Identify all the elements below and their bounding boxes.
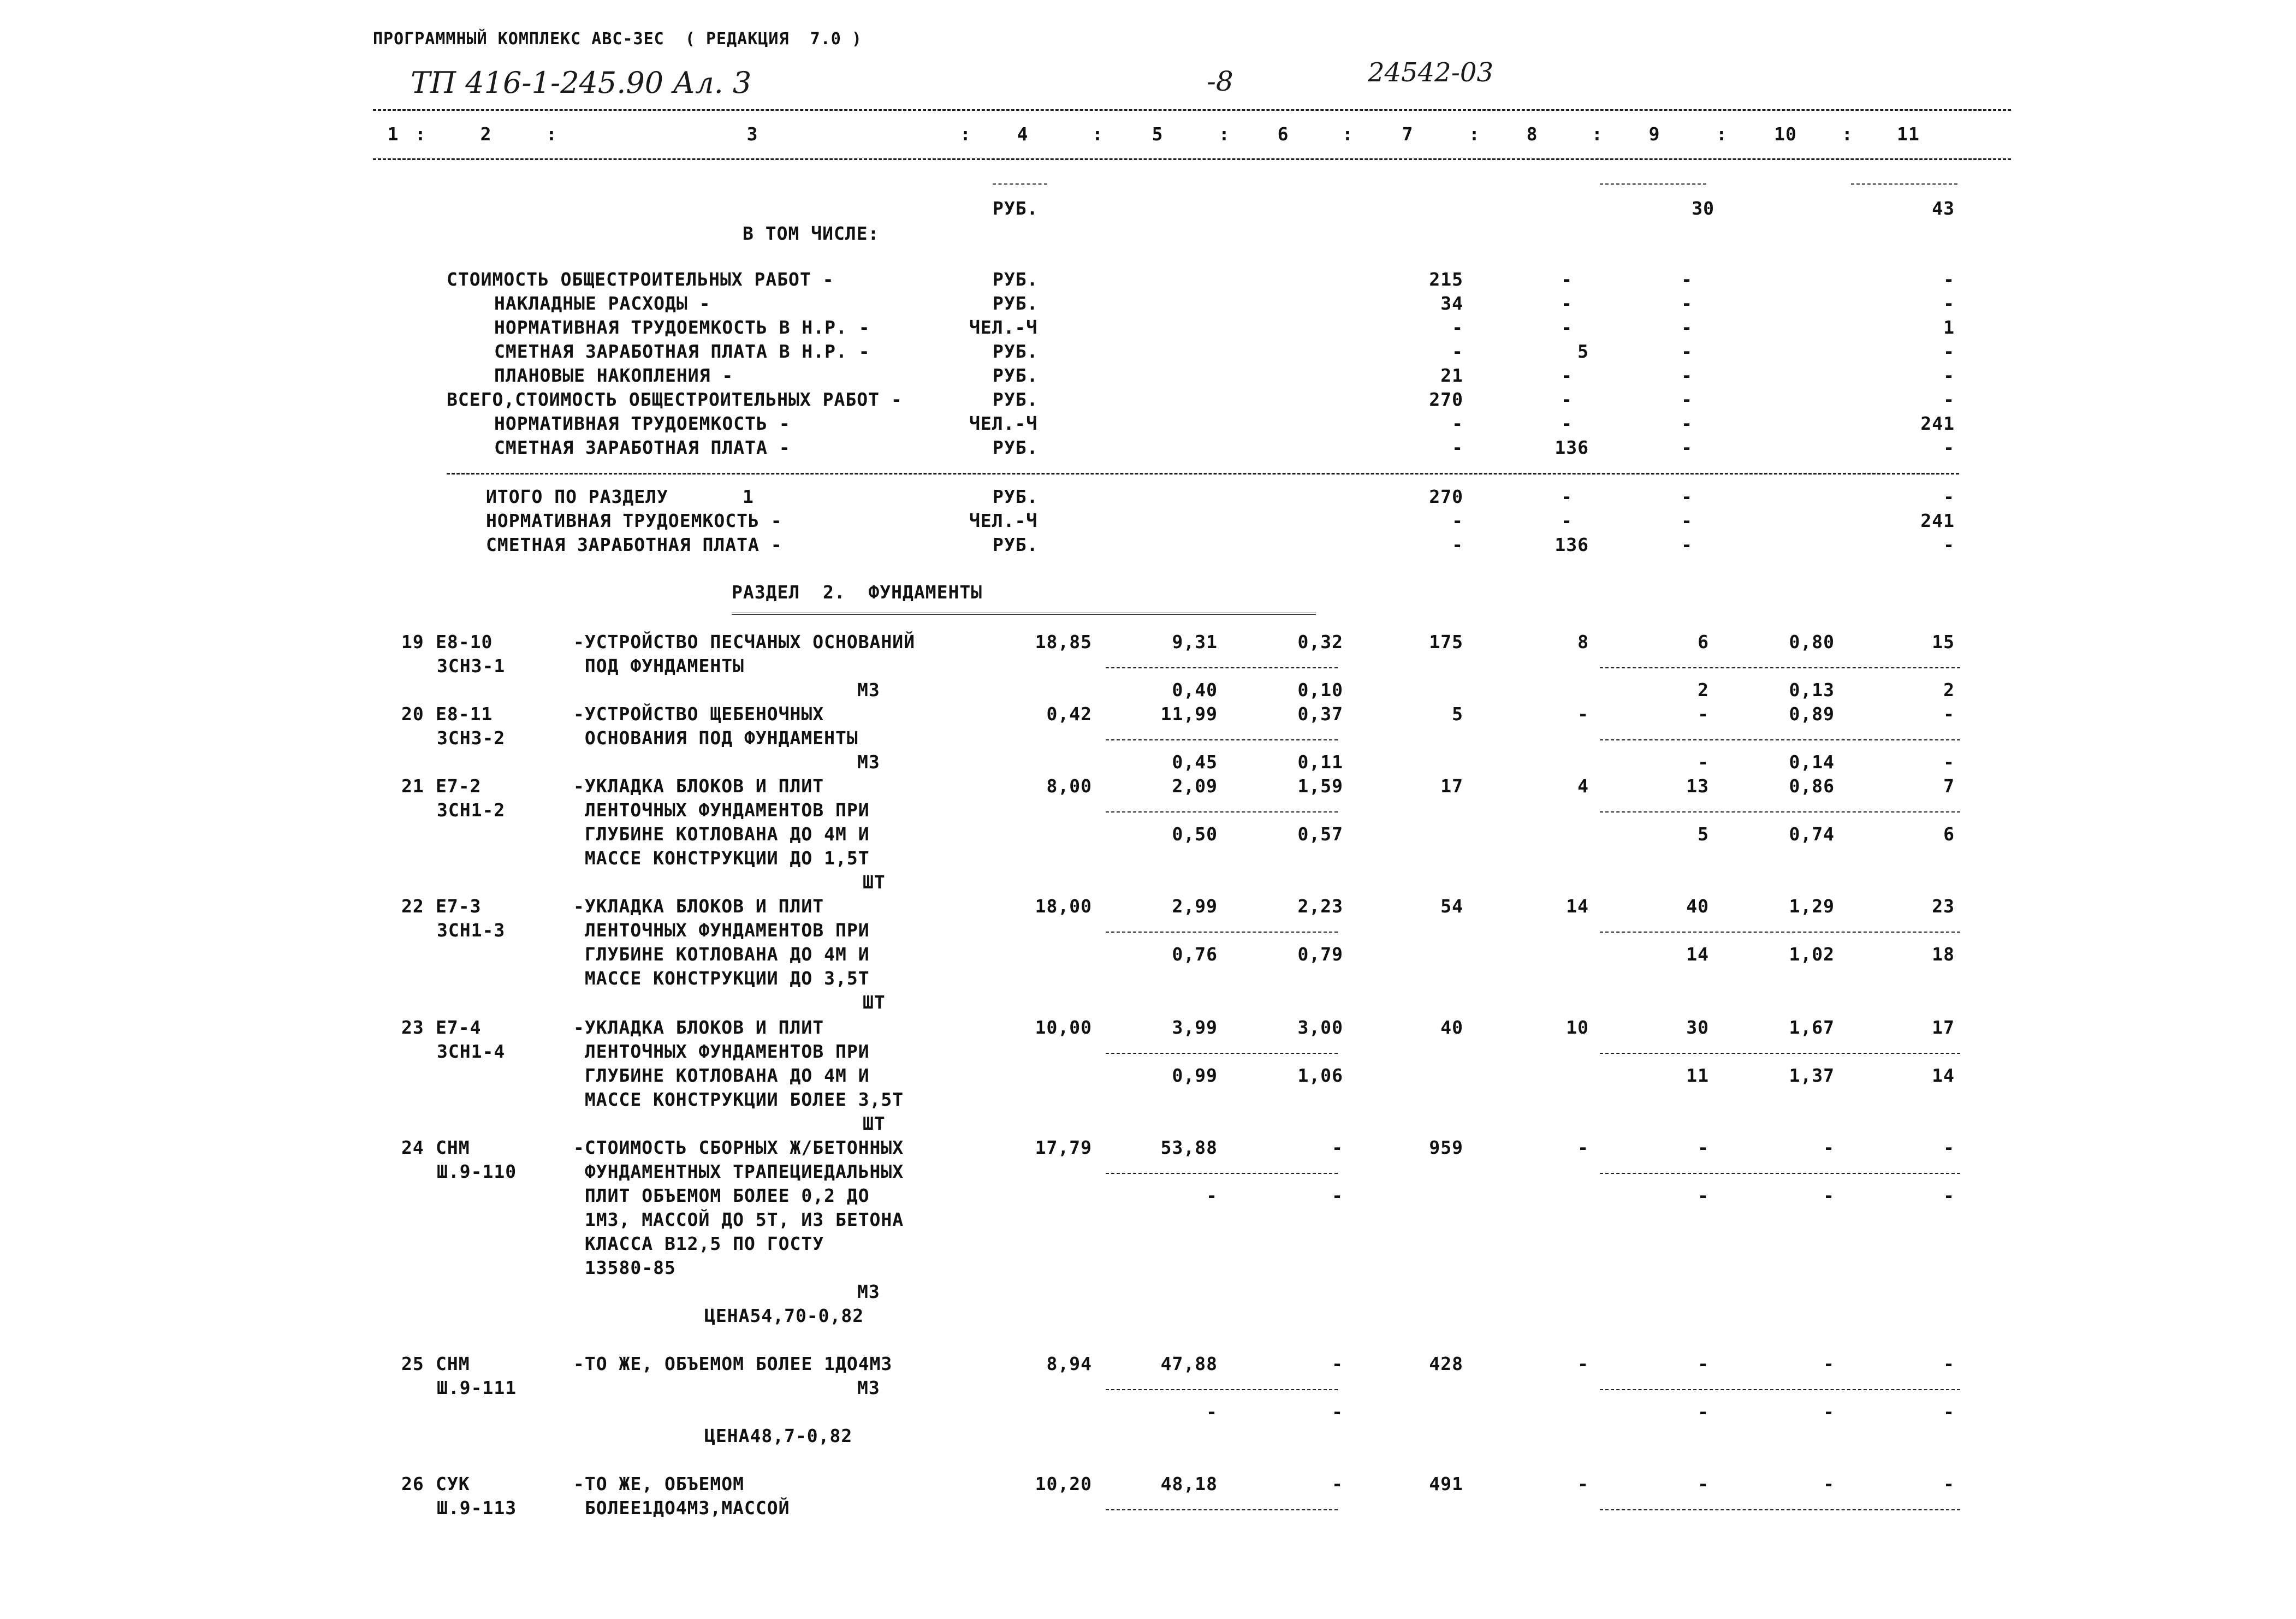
col-header-8: 8	[1526, 123, 1538, 145]
col-header-9: 9	[1648, 123, 1660, 145]
col-header-4: 4	[1017, 123, 1029, 145]
header-rule-top	[373, 109, 2011, 111]
section-title-underline	[732, 613, 1316, 615]
col-header-1: 1	[387, 123, 399, 145]
col-header-11: 11	[1897, 123, 1920, 145]
including-label: В ТОМ ЧИСЛЕ:	[743, 223, 880, 244]
header-rule-bottom	[373, 158, 2011, 160]
col-header-3: 3	[746, 123, 758, 145]
col-header-5: 5	[1152, 123, 1164, 145]
col-header-2: 2	[480, 123, 492, 145]
col-header-6: 6	[1277, 123, 1289, 145]
summary-top-col11: 43	[1932, 198, 1955, 219]
price-note: ЦЕНА48,7-0,82	[704, 1425, 853, 1446]
price-note: ЦЕНА54,70-0,82	[704, 1305, 864, 1326]
section-title: РАЗДЕЛ 2. ФУНДАМЕНТЫ	[732, 582, 983, 603]
summary-top-unit: РУБ.	[993, 198, 1039, 219]
page-number: -8	[1207, 66, 1233, 97]
col-header-10: 10	[1774, 123, 1797, 145]
summary-top-col9: 30	[1692, 198, 1714, 219]
estimate-page: ПРОГРАММНЫЙ КОМПЛЕКС АВС-3ЕС ( РЕДАКЦИЯ 7.0 ) ТП 416-1-245.90 Ал. 3 -8 24542-03 1 2 3 4 5 6 7 8 9 10 11 : : : : : : : : : : РУБ. 30 43 В ТОМ ЧИСЛЕ: СТОИМОСТЬ ОБЩЕСТРОИТЕЛЬНЫХ РАБОТ - РУБ. 215 - - - НАКЛАДНЫЕ РАСХОДЫ - РУБ. 34 - - - НОРМАТИВНАЯ ТРУДОЕМКОСТЬ В Н.Р. - ЧЕЛ.-Ч - - - 1 СМЕТНАЯ ЗАРАБОТНАЯ ПЛАТА В Н.Р. - РУБ. - 5 - - ПЛАНОВЫЕ НАКОПЛЕНИЯ - РУБ. 21 - - - ВСЕГО,СТОИМОСТЬ ОБЩЕСТРОИТЕЛЬНЫХ РАБОТ - РУБ. 270 - - - НОРМАТИВНАЯ ТРУДОЕМКОСТЬ - ЧЕЛ.-Ч - - - 241 СМЕТНАЯ ЗАРАБОТНАЯ ПЛАТА - РУБ. - 136 - - ИТОГО ПО РАЗДЕЛУ 1 РУБ. 270 - - - НОРМАТИВНАЯ ТРУДОЕМКОСТЬ - ЧЕЛ.-Ч - - - 241 СМЕТНАЯ ЗАРАБОТНАЯ ПЛАТА - РУБ. - 136 - - РАЗДЕЛ 2. ФУНДАМЕНТЫ 19 Е8-10 ЗСН3-1 -УСТРОЙСТВО ПЕСЧАНЫХ ОСНОВАНИЙ ПОД ФУНДАМЕНТЫ М3 18,85 9,31 0,32 175 8 6 0,80 15 0,40 0,10 2 0,13 2 20 Е8-11 ЗСН3-2 -УСТРОЙСТВО ЩЕБЕНОЧНЫХ ОСНОВАНИЯ ПОД ФУНДАМЕНТЫ М3 0,42 11,99 0,37 5 - - 0,89 - 0,45 0,11 - 0,14 - 21 Е7-2 ЗСН1-2 -УКЛАДКА БЛОКОВ И ПЛИТ ЛЕНТОЧНЫХ ФУНДАМЕНТОВ ПРИ ГЛУБИНЕ КОТЛОВАНА ДО 4М И МАССЕ КОНСТРУКЦИИ ДО 1,5Т ШТ 8,00 2,09 1,59 17 4 13 0,86 7 0,50 0,57 5 0,74 6 22 Е7-3 ЗСН1-3 -УКЛАДКА БЛОКОВ И ПЛИТ ЛЕНТОЧНЫХ ФУНДАМЕНТОВ ПРИ ГЛУБИНЕ КОТЛОВАНА ДО 4М И МАССЕ КОНСТРУКЦИИ ДО 3,5Т ШТ 18,00 2,99 2,23 54 14 40 1,29 23 0,76 0,79 14 1,02 18 23 Е7-4 ЗСН1-4 -УКЛАДКА БЛОКОВ И ПЛИТ ЛЕНТОЧНЫХ ФУНДАМЕНТОВ ПРИ ГЛУБИНЕ КОТЛОВАНА ДО 4М И МАССЕ КОНСТРУКЦИИ БОЛЕЕ 3,5Т ШТ 10,00 3,99 3,00 40 10 30 1,67 17 0,99 1,06 11 1,37 14 24 СНМ Ш.9-110 -СТОИМОСТЬ СБОРНЫХ Ж/БЕТОННЫХ ФУНДАМЕНТНЫХ ТРАПЕЦИЕДАЛЬНЫХ ПЛИТ ОБЪЕМОМ БОЛЕЕ 0,2 ДО 1М3, МАССОЙ ДО 5Т, ИЗ БЕТОНА КЛАССА В12,5 ПО ГОСТУ 13580-85 М3 ЦЕНА54,70-0,82 17,79 53,88 - 959 - - - - - - - - - 25 СНМ Ш.9-111 -ТО ЖЕ, ОБЪЕМОМ БОЛЕЕ 1ДО4М3 М3 ЦЕНА48,7-0,82 8,94 47,88 - 428 - - - - - - - - - 26 СУК Ш.9-113 -ТО ЖЕ, ОБЪЕМОМ БОЛЕЕ1ДО4М3,МАССОЙ 10,20 48,18 - 491 - - - -	[0, 0, 2296, 1619]
program-header: ПРОГРАММНЫЙ КОМПЛЕКС АВС-3ЕС ( РЕДАКЦИЯ 7.0 )	[373, 29, 862, 49]
document-number: 24542-03	[1368, 57, 1493, 88]
document-code: ТП 416-1-245.90 Ал. 3	[411, 66, 752, 100]
summary-divider	[447, 473, 1959, 475]
col-header-7: 7	[1402, 123, 1414, 145]
